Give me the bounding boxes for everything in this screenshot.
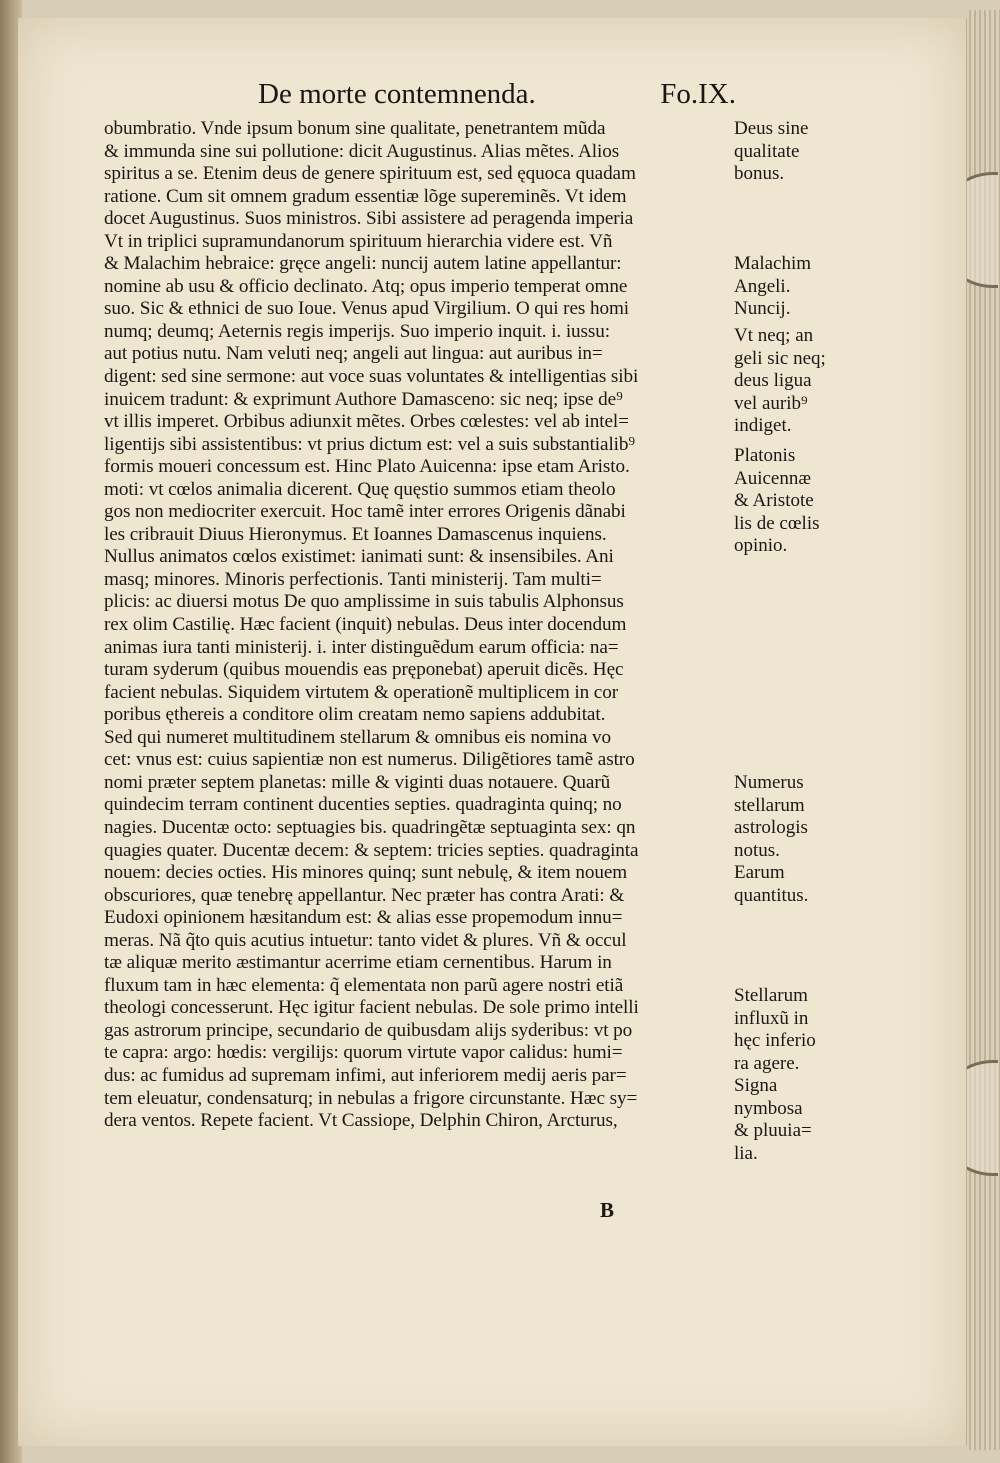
text-line: digent: sed sine sermone: aut voce suas voluntates & intelligentias sibi [104, 366, 639, 388]
marginal-note-line: Nuncij. [734, 298, 791, 319]
marginal-note-line: Signa [734, 1075, 778, 1096]
marginal-note-line: opinio. [734, 535, 788, 556]
text-line: gos non mediocriter exercuit. Hoc tamẽ inter errores Origenis dãnabi [104, 501, 626, 523]
marginal-note-line: Angeli. [734, 275, 791, 297]
marginal-note-line: Malachim [734, 253, 812, 274]
marginal-note-line: ra agere. [734, 1052, 800, 1074]
marginal-note [734, 253, 854, 321]
marginal-note [734, 325, 854, 438]
marginal-note-line: influxũ in [734, 1007, 809, 1029]
text-line: tæ aliquæ merito æstimantur acerrime etiam cernentibus. Harum in [104, 952, 612, 974]
marginal-note-line: & pluuia= [734, 1120, 812, 1141]
marginal-note-line: qualitate [734, 140, 800, 162]
text-line: moti: vt cœlos animalia dicerent. Quę quęstio summos etiam theolo [104, 478, 616, 500]
text-line: les cribrauit Diuus Hieronymus. Et Ioannes Damascenus inquiens. [104, 523, 607, 545]
running-header [258, 78, 736, 118]
marginal-note-line: Platonis [734, 445, 796, 466]
text-line: theologi concesserunt. Hęc igitur facient nebulas. De sole primo intelli [104, 997, 639, 1019]
marginal-note-line: Vt neq; an [734, 325, 814, 346]
text-line: masq; minores. Minoris perfectionis. Tanti ministerij. Tam multi= [104, 568, 602, 590]
marginal-note-line: lis de cœlis [734, 512, 820, 534]
text-line: poribus ęthereis a conditore olim creatam nemo sapiens addubitat. [104, 704, 606, 726]
text-line: vt illis imperet. Orbibus adiunxit mẽtes. Orbes cœlestes: vel ab intel= [104, 411, 629, 433]
text-line: aut potius nutu. Nam veluti neq; angeli aut lingua: aut auribus in= [104, 343, 603, 365]
text-line: gas astrorum principe, secundario de quibusdam alijs syderibus: vt po [104, 1019, 633, 1041]
text-line: Eudoxi opinionem hæsitandum est: & alias esse propemodum innu= [104, 907, 623, 929]
text-line: inuicem tradunt: & exprimunt Authore Damasceno: sic neq; ipse de⁹ [104, 388, 623, 410]
text-line: numq; deumq; Aeternis regis imperijs. Suo imperio inquit. i. iussu: [104, 320, 611, 342]
marginal-note-line: nymbosa [734, 1097, 803, 1119]
text-line: Vt in triplici supramundanorum spirituum hierarchia videre est. Vñ [104, 230, 613, 252]
folio-number: Fo.IX. [660, 78, 736, 110]
text-line: cet: vnus est: cuius sapientiæ non est numerus. Diligẽtiores tamẽ astro [104, 749, 635, 771]
marginal-note-line: notus. [734, 839, 780, 861]
text-line: dus: ac fumidus ad supremam infimi, aut inferiorem medij aeris par= [104, 1064, 627, 1086]
marginal-note-line: & Aristote [734, 490, 814, 511]
marginal-note-line: astrologis [734, 817, 808, 838]
text-line: rex olim Castilię. Hæc facient (inquit) nebulas. Deus inter docendum [104, 614, 627, 636]
marginal-note-line: Stellarum [734, 985, 808, 1006]
text-line: meras. Nã q̃to quis acutius intuetur: tanto videt & plures. Vñ & occul [104, 929, 627, 951]
marginal-note-line: Numerus [734, 772, 804, 793]
text-line: te capra: argo: hœdis: vergilijs: quorum virtute vapor calidus: humi= [104, 1042, 623, 1064]
marginal-note-line: quantitus. [734, 884, 809, 906]
marginal-note-line: stellarum [734, 794, 805, 816]
marginal-note-line: Deus sine [734, 118, 809, 139]
text-line: fluxum tam in hæc elementa: q̃ elementata non parũ agere nostri etiã [104, 974, 624, 996]
text-line: spiritus a se. Etenim deus de genere spirituum est, sed ęquoca quadam [104, 163, 636, 185]
text-line: Sed qui numeret multitudinem stellarum & omnibus eis nomina vo [104, 726, 612, 748]
signature-mark: B [600, 1198, 615, 1222]
marginal-note [734, 118, 854, 186]
text-line: nouem: decies octies. His minores quinq; sunt nebulę, & item nouem [104, 862, 628, 884]
text-line: nagies. Ducentæ octo: septuagies bis. quadringẽtæ septuaginta sex: qn [104, 816, 636, 838]
text-line: animas iura tanti ministerij. i. inter distinguẽdum earum officia: na= [104, 636, 619, 658]
marginal-note [734, 445, 854, 558]
marginal-note-line: lia. [734, 1142, 758, 1164]
text-line: turam syderum (quibus mouendis eas pręponebat) aperuit dicẽs. Hęc [104, 659, 624, 681]
text-line: Nullus animatos cœlos existimet: ianimati sunt: & insensibiles. Ani [104, 546, 614, 568]
marginal-note-line: Earum [734, 862, 785, 883]
text-line: & immunda sine sui pollutione: dicit Augustinus. Alias mẽtes. Alios [104, 140, 620, 162]
marginal-note-line: deus ligua [734, 370, 812, 391]
main-text-block [104, 118, 728, 1133]
text-line: tem eleuatur, condensaturq; in nebulas a frigore circunstante. Hæc sy= [104, 1087, 638, 1109]
marginal-note-line: bonus. [734, 163, 785, 184]
text-line: ratione. Cum sit omnem gradum essentiæ lõge supereminẽs. Vt idem [104, 185, 627, 207]
text-line: suo. Sic & ethnici de suo Ioue. Venus apud Virgilium. O qui res homi [104, 298, 629, 320]
text-line: facient nebulas. Siquidem virtutem & operationẽ multiplicem in cor [104, 681, 618, 703]
marginal-note-line: Auicennæ [734, 467, 812, 489]
marginal-note [734, 985, 854, 1165]
text-line: formis moueri concessum est. Hinc Plato Auicenna: ipse etam Aristo. [104, 456, 630, 478]
text-line: quindecim terram continent ducenties septies. quadraginta quinq; no [104, 794, 622, 816]
marginal-note-line: hęc inferio [734, 1030, 816, 1051]
marginal-note [734, 772, 854, 907]
text-line: nomine ab usu & officio declinato. Atq; opus imperio temperat omne [104, 275, 628, 297]
text-line: ligentijs sibi assistentibus: vt prius dictum est: vel a suis substantialib⁹ [104, 433, 635, 455]
text-line: plicis: ac diuersi motus De quo amplissime in suis tabulis Alphonsus [104, 591, 624, 613]
marginal-note-line: geli sic neq; [734, 347, 826, 369]
text-line: & Malachim hebraice: gręce angeli: nuncij autem latine appellantur: [104, 253, 622, 275]
text-line: obscuriores, quæ tenebrę appellantur. Nec præter has contra Arati: & [104, 884, 625, 906]
text-line: dera ventos. Repete facient. Vt Cassiope, Delphin Chiron, Arcturus, [104, 1110, 618, 1132]
text-line: obumbratio. Vnde ipsum bonum sine qualitate, penetrantem mũda [104, 118, 606, 139]
text-line: quagies quater. Ducentæ decem: & septem: tricies septies. quadraginta [104, 839, 639, 861]
text-line: docet Augustinus. Suos ministros. Sibi assistere ad peragenda imperia [104, 208, 634, 230]
running-title: De morte contemnenda. [258, 78, 536, 110]
marginal-note-line: indiget. [734, 415, 792, 436]
marginal-note-line: vel aurib⁹ [734, 392, 808, 414]
text-line: nomi præter septem planetas: mille & viginti duas notauere. Quarũ [104, 771, 611, 793]
